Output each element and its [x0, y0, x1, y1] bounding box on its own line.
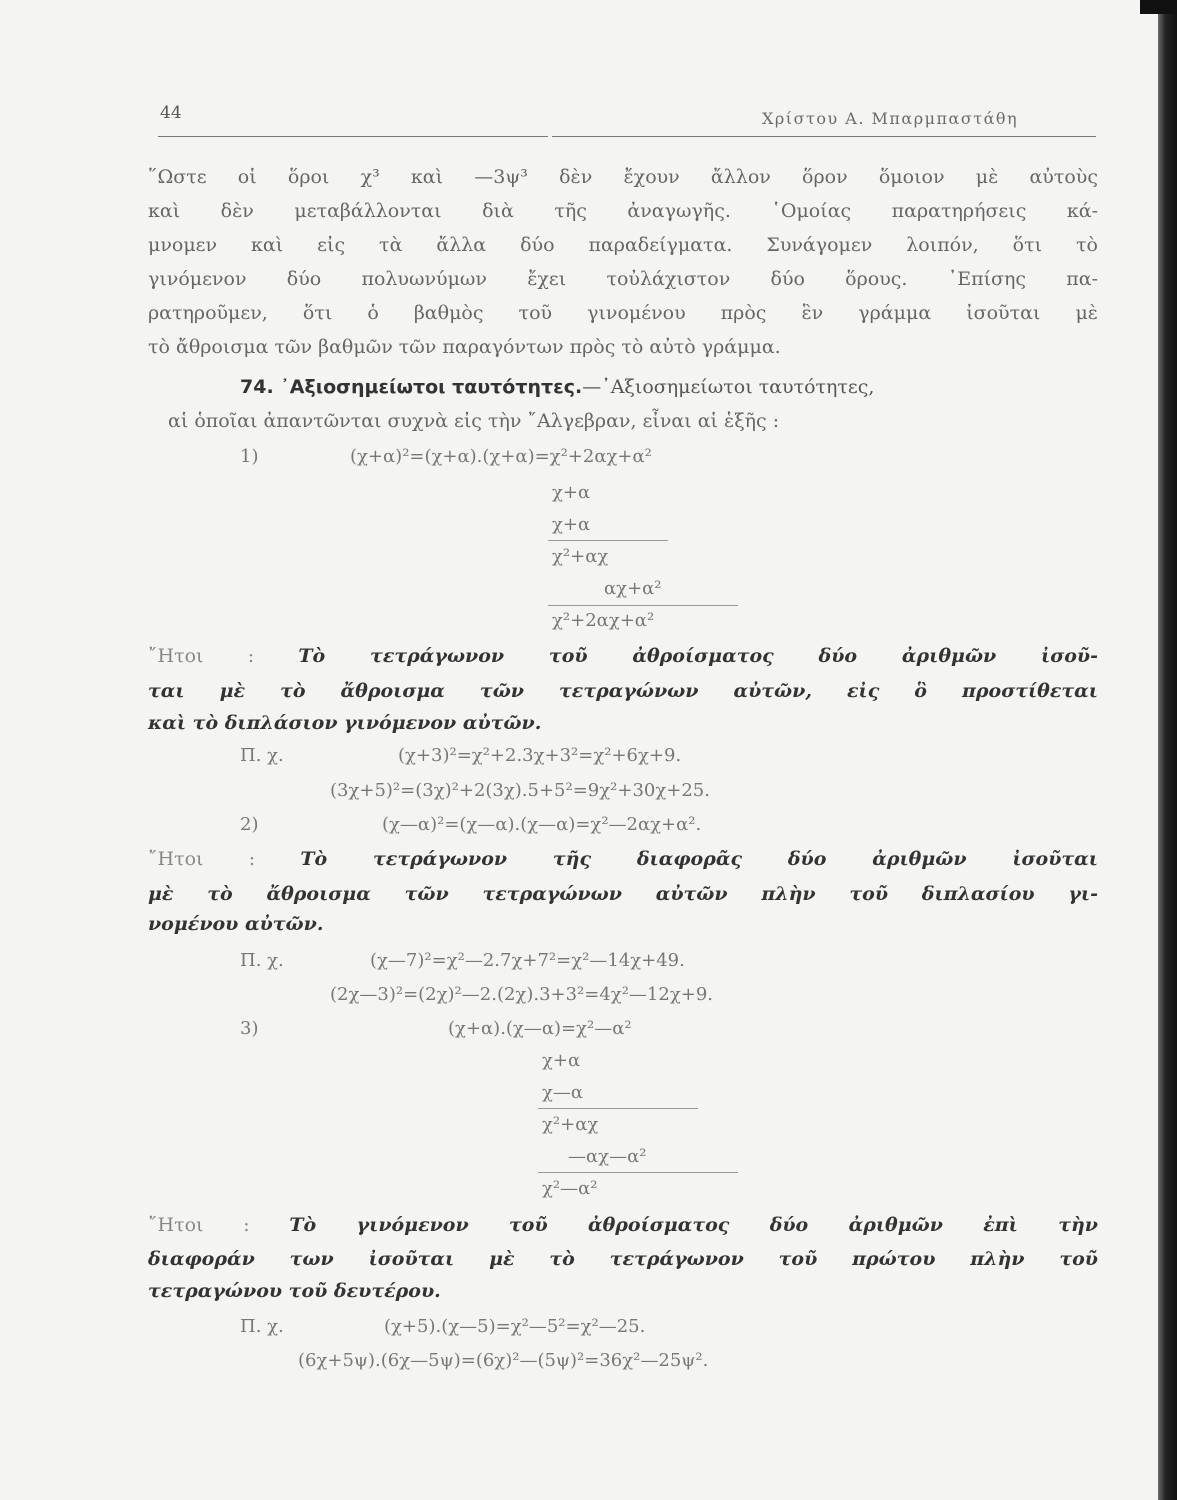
section-intro-tail: —᾿Αξιοσημείωτοι ταυτότητες, — [582, 376, 875, 398]
identity-1-work-2: χ+α — [552, 514, 591, 535]
identity-3-label: 3) — [240, 1018, 259, 1039]
identity-3-statement-text-3: τετραγώνου τοῦ δευτέρου. — [148, 1280, 441, 1302]
book-spine-top — [1140, 0, 1177, 14]
running-title: Χρίστου Α. Μπαρμπαστάθη — [762, 109, 1019, 128]
identity-3-statement-3 — [148, 1280, 1098, 1302]
identity-2-example-2: (2χ—3)²=(2χ)²—2.(2χ).3+3²=4χ²—12χ+9. — [330, 984, 714, 1005]
identity-2-statement-text-3: νομένου αὐτῶν. — [148, 913, 324, 935]
identity-1-example-1: (χ+3)²=χ²+2.3χ+3²=χ²+6χ+9. — [398, 745, 682, 766]
intro-line-5: ρατηροῦμεν, ὅτι ὁ βαθμὸς τοῦ γινομένου πρὸς ἓν γράμμα ἰσοῦται μὲ — [148, 302, 1098, 324]
identity-1-statement-1 — [148, 645, 1098, 667]
intro-line-2: καὶ δὲν μεταβάλλονται διὰ τῆς ἀναγωγῆς. ῾Ομοίας παρατηρήσεις κά- — [148, 200, 1098, 222]
identity-1-work-1: χ+α — [552, 482, 591, 503]
identity-3-statement-text-2: διαφοράν των ἰσοῦται μὲ τὸ τετράγωνον τοῦ πρώτου πλὴν τοῦ — [148, 1248, 1098, 1270]
identity-1-rule-1 — [548, 540, 668, 541]
section-heading-line — [240, 376, 874, 398]
identity-3-work-4: —αχ—α² — [568, 1146, 647, 1167]
identity-1-statement-text-3: καὶ τὸ διπλάσιον γινόμενον αὐτῶν. — [148, 712, 542, 734]
page-number: 44 — [160, 103, 182, 123]
identity-2-label: 2) — [240, 814, 259, 835]
identity-3-statement-prefix: ῎Ητοι : — [148, 1214, 250, 1236]
identity-2-statement-text-1: Τὸ τετράγωνον τῆς διαφορᾶς δύο ἀριθμῶν ἰσοῦται — [300, 848, 1098, 870]
identity-1-rule-2 — [548, 605, 738, 606]
identity-2-statement-1 — [148, 848, 1098, 870]
identity-1-work-4: αχ+α² — [604, 578, 662, 599]
identity-1-statement-2 — [148, 680, 1098, 702]
identity-3-work-1: χ+α — [542, 1050, 581, 1071]
identity-2-statement-prefix: ῎Ητοι : — [148, 848, 256, 870]
identity-3-example-2: (6χ+5ψ).(6χ—5ψ)=(6χ)²—(5ψ)²=36χ²—25ψ². — [298, 1350, 709, 1371]
identity-3-rule-1 — [538, 1108, 698, 1109]
header-rule-left — [158, 136, 548, 137]
identity-1-statement-text-1: Τὸ τετράγωνον τοῦ ἀθροίσματος δύο ἀριθμῶν ἰσοῦ- — [298, 645, 1098, 667]
section-intro-line-2: αἱ ὁποῖαι ἀπαντῶνται συχνὰ εἰς τὴν ῎Αλγεβραν, εἶναι αἱ ἑξῆς : — [168, 410, 780, 432]
identity-2-statement-3 — [148, 913, 1098, 935]
identity-1-formula: (χ+α)²=(χ+α).(χ+α)=χ²+2αχ+α² — [350, 446, 652, 467]
identity-1-work-5: χ²+2αχ+α² — [552, 610, 655, 631]
identity-2-statement-text-2: μὲ τὸ ἄθροισμα τῶν τετραγώνων αὐτῶν πλὴν τοῦ διπλασίου γι- — [148, 883, 1098, 905]
section-heading: 74. ᾿Αξιοσημείωτοι ταυτότητες. — [240, 376, 583, 398]
identity-3-statement-1 — [148, 1214, 1098, 1236]
intro-line-1: ῞Ωστε οἱ ὅροι χ³ καὶ —3ψ³ δὲν ἔχουν ἄλλον ὅρον ὅμοιον μὲ αὐτοὺς — [148, 166, 1098, 188]
identity-3-statement-text-1: Τὸ γινόμενον τοῦ ἀθροίσματος δύο ἀριθμῶν ἐπὶ τὴν — [289, 1214, 1098, 1236]
identity-1-label: 1) — [240, 446, 259, 467]
header-rule-right — [552, 136, 1096, 137]
identity-3-rule-2 — [538, 1172, 738, 1173]
identity-2-formula: (χ—α)²=(χ—α).(χ—α)=χ²—2αχ+α². — [382, 814, 702, 835]
intro-line-4: γινόμενον δύο πολυωνύμων ἔχει τοὐλάχιστον δύο ὅρους. ᾿Επίσης πα- — [148, 268, 1098, 290]
identity-1-statement-3 — [148, 712, 1098, 734]
identity-3-statement-2 — [148, 1248, 1098, 1270]
identity-3-work-3: χ²+αχ — [542, 1114, 599, 1135]
identity-3-work-5: χ²—α² — [542, 1178, 598, 1199]
identity-1-statement-prefix: ῎Ητοι : — [148, 645, 255, 667]
identity-3-example-label: Π. χ. — [240, 1316, 284, 1337]
identity-1-example-2: (3χ+5)²=(3χ)²+2(3χ).5+5²=9χ²+30χ+25. — [330, 780, 710, 801]
identity-1-work-3: χ²+αχ — [552, 546, 609, 567]
identity-3-work-2: χ—α — [542, 1082, 584, 1103]
identity-2-statement-2 — [148, 883, 1098, 905]
identity-1-statement-text-2: ται μὲ τὸ ἄθροισμα τῶν τετραγώνων αὐτῶν, εἰς ὃ προστίθεται — [148, 680, 1098, 702]
intro-line-6: τὸ ἄθροισμα τῶν βαθμῶν τῶν παραγόντων πρὸς τὸ αὐτὸ γράμμα. — [148, 336, 781, 358]
identity-3-formula: (χ+α).(χ—α)=χ²—α² — [448, 1018, 632, 1039]
identity-2-example-label: Π. χ. — [240, 950, 284, 971]
book-spine-shadow — [1158, 0, 1177, 1500]
identity-3-example-1: (χ+5).(χ—5)=χ²—5²=χ²—25. — [384, 1316, 646, 1337]
identity-2-example-1: (χ—7)²=χ²—2.7χ+7²=χ²—14χ+49. — [370, 950, 685, 971]
identity-1-example-label: Π. χ. — [240, 745, 284, 766]
intro-line-3: μνομεν καὶ εἰς τὰ ἄλλα δύο παραδείγματα. Συνάγομεν λοιπόν, ὅτι τὸ — [148, 234, 1098, 256]
